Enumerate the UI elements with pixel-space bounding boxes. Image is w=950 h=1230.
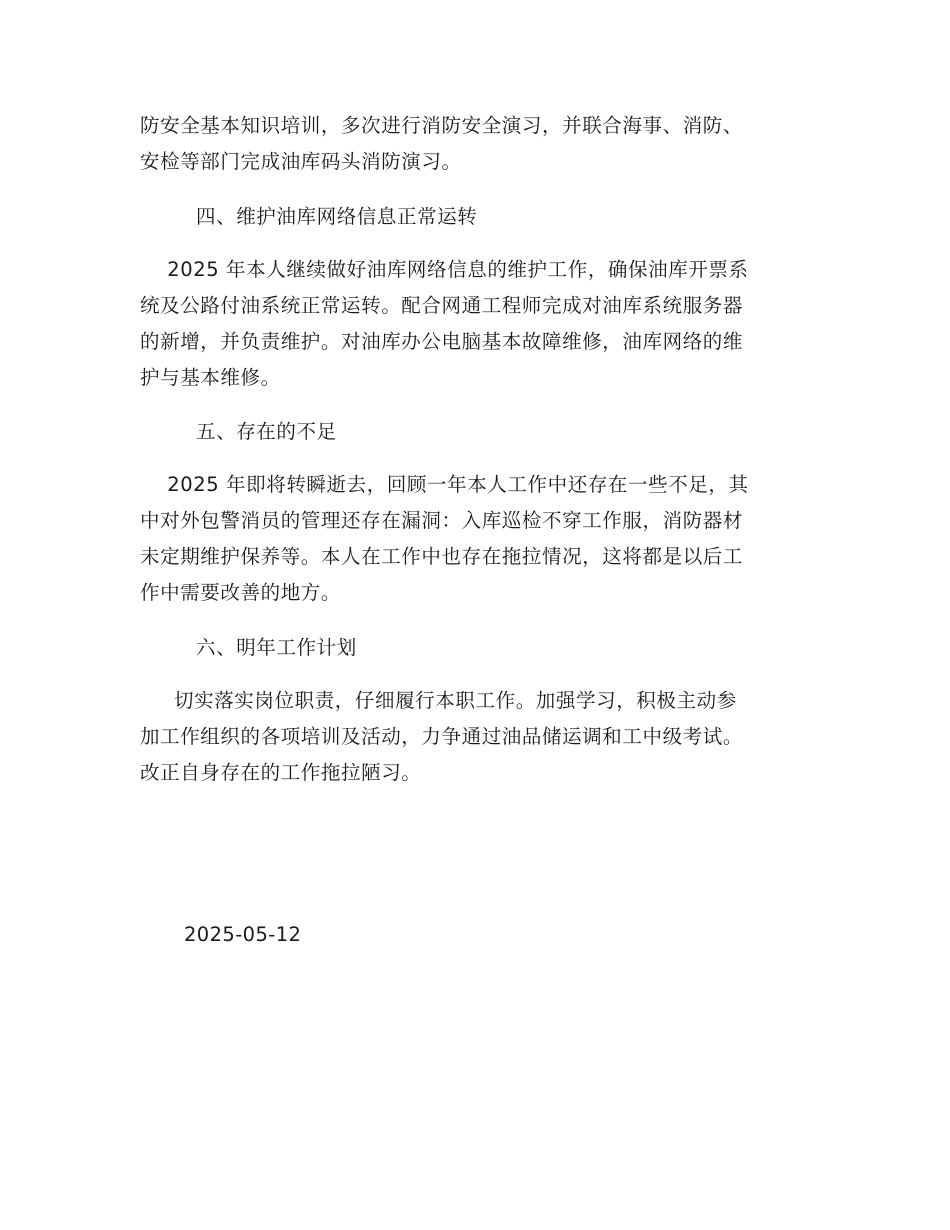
section-heading-5: 五、存在的不足 xyxy=(196,420,337,443)
paragraph-line: 2025 年本人继续做好油库网络信息的维护工作，确保油库开票系 xyxy=(140,258,749,281)
paragraph-line: 加工作组织的各项培训及活动，力争通过油品储运调和工中级考试。 xyxy=(140,725,744,748)
paragraph-line: 改正自身存在的工作拖拉陋习。 xyxy=(140,761,422,784)
section-heading-4: 四、维护油库网络信息正常运转 xyxy=(196,205,478,228)
paragraph-line: 统及公路付油系统正常运转。配合网通工程师完成对油库系统服务器 xyxy=(140,294,744,317)
intro-paragraph xyxy=(140,108,810,180)
section-5-paragraph xyxy=(140,467,810,611)
paragraph-line: 2025 年即将转瞬逝去，回顾一年本人工作中还存在一些不足，其 xyxy=(140,473,749,496)
paragraph-line: 切实落实岗位职责，仔细履行本职工作。加强学习，积极主动参 xyxy=(140,689,737,712)
document-date: 2025-05-12 xyxy=(184,923,302,946)
paragraph-line: 防安全基本知识培训，多次进行消防安全演习，并联合海事、消防、 xyxy=(140,114,744,137)
paragraph-line: 未定期维护保养等。本人在工作中也存在拖拉情况，这将都是以后工 xyxy=(140,545,744,568)
paragraph-line: 护与基本维修。 xyxy=(140,366,281,389)
paragraph-line: 中对外包警消员的管理还存在漏洞：入库巡检不穿工作服，消防器材 xyxy=(140,509,744,532)
paragraph-line: 作中需要改善的地方。 xyxy=(140,581,342,604)
section-4-paragraph xyxy=(140,252,810,396)
paragraph-line: 的新增，并负责维护。对油库办公电脑基本故障维修，油库网络的维 xyxy=(140,330,744,353)
section-heading-6: 六、明年工作计划 xyxy=(196,636,357,659)
paragraph-line: 安检等部门完成油库码头消防演习。 xyxy=(140,150,462,173)
section-6-paragraph xyxy=(140,683,810,791)
